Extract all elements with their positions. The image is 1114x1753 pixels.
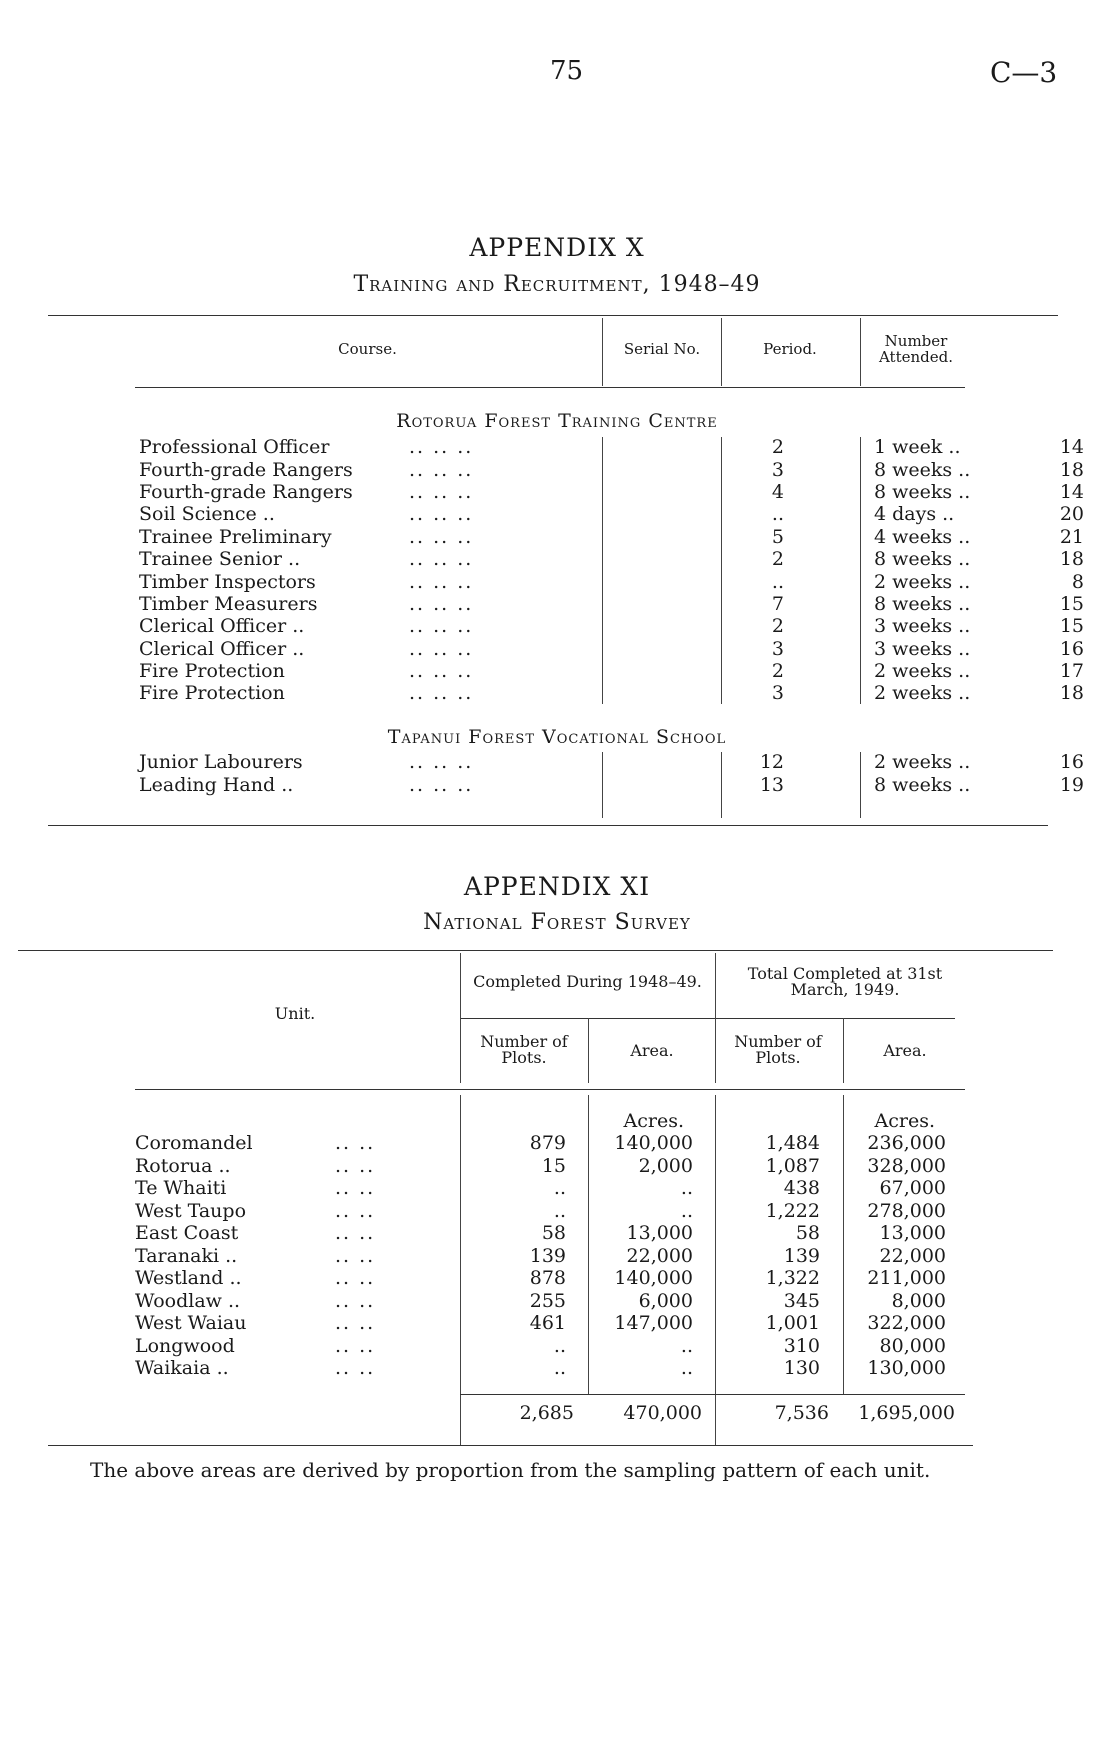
training-row — [139, 751, 1084, 773]
area-total-cell: 278,000 — [867, 1199, 946, 1222]
survey-row — [135, 1200, 956, 1223]
leader-dots: .. .. .. — [409, 548, 474, 571]
training-row — [139, 773, 1084, 795]
period-cell: 4 days .. — [874, 503, 955, 526]
header-divider — [602, 318, 603, 386]
leader-dots: .. .. — [335, 1244, 376, 1267]
leader-dots: .. .. .. — [409, 570, 474, 593]
course-cell: Trainee Preliminary — [139, 525, 332, 548]
plots-during-cell: 879 — [529, 1132, 566, 1155]
plots-total-cell: 1,222 — [765, 1199, 820, 1222]
attended-cell: 15 — [1059, 615, 1084, 638]
area-during-cell: 2,000 — [638, 1154, 693, 1177]
course-cell: Clerical Officer .. — [139, 637, 305, 660]
plots-total-cell: 58 — [795, 1222, 820, 1245]
survey-row — [135, 1335, 956, 1358]
column-divider — [715, 1095, 716, 1445]
col-plots-total-header: Number of Plots. — [734, 1032, 822, 1067]
period-cell: 3 weeks .. — [874, 637, 971, 660]
area-during-cell: .. — [680, 1334, 693, 1357]
column-divider — [460, 1095, 461, 1445]
survey-row — [135, 1132, 956, 1155]
total-area-total: 1,695,000 — [858, 1402, 955, 1424]
plots-total-cell: 438 — [783, 1177, 820, 1200]
appendix-x-top-rule — [48, 315, 1058, 316]
training-row — [139, 593, 1084, 615]
training-row — [139, 526, 1084, 548]
totals-rule — [460, 1394, 965, 1395]
period-cell: 8 weeks .. — [874, 480, 971, 503]
column-divider — [721, 752, 722, 818]
survey-row — [135, 1155, 956, 1178]
plots-during-cell: .. — [553, 1334, 566, 1357]
course-cell: Timber Measurers — [139, 592, 318, 615]
appendix-x-bottom-rule — [48, 825, 1048, 826]
period-cell: 8 weeks .. — [874, 592, 971, 615]
appendix-xi-subtitle: National Forest Survey — [423, 910, 691, 935]
area-during-cell: 140,000 — [614, 1132, 693, 1155]
column-divider — [860, 437, 861, 704]
plots-during-cell: 58 — [541, 1222, 566, 1245]
training-row — [139, 570, 1084, 592]
course-cell: Fourth-grade Rangers — [139, 458, 353, 481]
plots-during-cell: 878 — [529, 1267, 566, 1290]
training-row — [139, 436, 1084, 458]
attended-cell: 20 — [1059, 503, 1084, 526]
plots-total-cell: 1,001 — [765, 1312, 820, 1335]
area-during-cell: 22,000 — [626, 1244, 693, 1267]
leader-dots: .. .. .. — [409, 592, 474, 615]
survey-row — [135, 1312, 956, 1335]
area-total-cell: 80,000 — [879, 1334, 946, 1357]
attended-cell: 14 — [1059, 480, 1084, 503]
survey-row — [135, 1290, 956, 1313]
header-divider — [843, 1018, 844, 1083]
area-during-cell: 147,000 — [614, 1312, 693, 1335]
area-total-cell: 67,000 — [879, 1177, 946, 1200]
col-total-completed-header: Total Completed at 31st March, 1949. — [747, 964, 943, 999]
column-divider — [721, 437, 722, 704]
training-row — [139, 682, 1084, 704]
leader-dots: .. .. — [335, 1312, 376, 1335]
header-divider — [721, 318, 722, 386]
appendix-xi-bottom-rule — [48, 1445, 973, 1446]
training-row — [139, 660, 1084, 682]
col-period-header: Period. — [763, 340, 817, 358]
survey-table — [135, 1132, 956, 1380]
course-cell: Trainee Senior .. — [139, 548, 301, 571]
col-area-total-header: Area. — [883, 1041, 927, 1060]
attended-cell: 14 — [1059, 436, 1084, 459]
area-during-cell: 6,000 — [638, 1289, 693, 1312]
header-divider — [860, 318, 861, 386]
serial-cell: 3 — [771, 682, 784, 705]
col-completed-during-header: Completed During 1948–49. — [473, 972, 702, 991]
course-cell: Fourth-grade Rangers — [139, 480, 353, 503]
course-cell: Soil Science .. — [139, 503, 275, 526]
leader-dots: .. .. .. — [409, 436, 474, 459]
course-cell: Clerical Officer .. — [139, 615, 305, 638]
plots-during-cell: .. — [553, 1199, 566, 1222]
attended-cell: 16 — [1059, 751, 1084, 774]
document-code: C—3 — [990, 56, 1058, 89]
area-total-cell: 328,000 — [867, 1154, 946, 1177]
period-cell: 2 weeks .. — [874, 682, 971, 705]
leader-dots: .. .. — [335, 1199, 376, 1222]
col-attended-header: Number Attended. — [878, 332, 953, 366]
period-cell: 2 weeks .. — [874, 751, 971, 774]
survey-row — [135, 1222, 956, 1245]
serial-cell: 3 — [771, 458, 784, 481]
plots-total-cell: 1,484 — [765, 1132, 820, 1155]
total-plots-total: 7,536 — [774, 1402, 829, 1424]
unit-cell: Longwood — [135, 1334, 235, 1357]
period-cell: 4 weeks .. — [874, 525, 971, 548]
col-course-header: Course. — [338, 340, 397, 358]
leader-dots: .. .. .. — [409, 615, 474, 638]
serial-cell: .. — [771, 503, 784, 526]
page-number: 75 — [550, 56, 584, 86]
leader-dots: .. .. .. — [409, 637, 474, 660]
leader-dots: .. .. .. — [409, 773, 474, 796]
training-row — [139, 458, 1084, 480]
unit-cell: West Waiau — [135, 1312, 247, 1335]
leader-dots: .. .. .. — [409, 682, 474, 705]
col-serial-header: Serial No. — [623, 340, 701, 358]
unit-cell: Westland .. — [135, 1267, 242, 1290]
period-cell: 2 weeks .. — [874, 660, 971, 683]
serial-cell: 4 — [771, 480, 784, 503]
area-total-cell: 236,000 — [867, 1132, 946, 1155]
area-total-cell: 13,000 — [879, 1222, 946, 1245]
header-divider — [588, 1018, 589, 1083]
attended-cell: 21 — [1059, 525, 1084, 548]
course-cell: Timber Inspectors — [139, 570, 316, 593]
unit-cell: Rotorua .. — [135, 1154, 231, 1177]
acres-unit-label: Acres. — [623, 1110, 684, 1132]
survey-row — [135, 1267, 956, 1290]
plots-during-cell: 139 — [529, 1244, 566, 1267]
leader-dots: .. .. .. — [409, 660, 474, 683]
leader-dots: .. .. — [335, 1267, 376, 1290]
column-divider — [843, 1095, 844, 1395]
header-divider — [715, 953, 716, 1083]
leader-dots: .. .. .. — [409, 503, 474, 526]
total-area-during: 470,000 — [623, 1402, 702, 1424]
plots-total-cell: 1,322 — [765, 1267, 820, 1290]
survey-row — [135, 1357, 956, 1380]
survey-row — [135, 1245, 956, 1268]
leader-dots: .. .. .. — [409, 458, 474, 481]
attended-cell: 16 — [1059, 637, 1084, 660]
col-plots-during-header: Number of Plots. — [480, 1032, 568, 1067]
leader-dots: .. .. — [335, 1154, 376, 1177]
attended-cell: 17 — [1059, 660, 1084, 683]
serial-cell: 2 — [771, 615, 784, 638]
area-during-cell: .. — [680, 1199, 693, 1222]
survey-row — [135, 1177, 956, 1200]
training-row — [139, 638, 1084, 660]
area-during-cell: .. — [680, 1177, 693, 1200]
course-cell: Fire Protection — [139, 682, 285, 705]
area-during-cell: 13,000 — [626, 1222, 693, 1245]
plots-during-cell: .. — [553, 1357, 566, 1380]
acres-unit-label: Acres. — [874, 1110, 935, 1132]
column-divider — [588, 1095, 589, 1395]
attended-cell: 15 — [1059, 592, 1084, 615]
period-cell: 3 weeks .. — [874, 615, 971, 638]
header-divider — [460, 953, 461, 1083]
area-total-cell: 8,000 — [891, 1289, 946, 1312]
col-unit-header: Unit. — [274, 1004, 316, 1023]
course-cell: Fire Protection — [139, 660, 285, 683]
serial-cell: 3 — [771, 637, 784, 660]
serial-cell: 7 — [771, 592, 784, 615]
serial-cell: 12 — [759, 751, 784, 774]
plots-total-cell: 310 — [783, 1334, 820, 1357]
unit-cell: Te Whaiti — [135, 1177, 227, 1200]
appendix-x-subtitle: Training and Recruitment, 1948–49 — [353, 272, 761, 297]
period-cell: 8 weeks .. — [874, 458, 971, 481]
unit-cell: Taranaki .. — [135, 1244, 238, 1267]
training-row — [139, 548, 1084, 570]
plots-during-cell: .. — [553, 1177, 566, 1200]
period-cell: 8 weeks .. — [874, 773, 971, 796]
serial-cell: 2 — [771, 548, 784, 571]
period-cell: 1 week .. — [874, 436, 961, 459]
serial-cell: 2 — [771, 660, 784, 683]
plots-total-cell: 130 — [783, 1357, 820, 1380]
leader-dots: .. .. — [335, 1289, 376, 1312]
training-row — [139, 503, 1084, 525]
area-total-cell: 130,000 — [867, 1357, 946, 1380]
attended-cell: 18 — [1059, 682, 1084, 705]
section-tapanui-heading: Tapanui Forest Vocational School — [387, 726, 727, 748]
appendix-xi-title: APPENDIX XI — [463, 872, 651, 901]
leader-dots: .. .. — [335, 1132, 376, 1155]
unit-cell: East Coast — [135, 1222, 239, 1245]
course-cell: Professional Officer — [139, 436, 330, 459]
leader-dots: .. .. — [335, 1177, 376, 1200]
attended-cell: 18 — [1059, 458, 1084, 481]
rotorua-table — [139, 436, 1084, 705]
unit-cell: Coromandel — [135, 1132, 253, 1155]
plots-during-cell: 15 — [541, 1154, 566, 1177]
leader-dots: .. .. — [335, 1222, 376, 1245]
leader-dots: .. .. .. — [409, 525, 474, 548]
header-bottom-rule — [135, 387, 965, 388]
section-rotorua-heading: Rotorua Forest Training Centre — [396, 410, 718, 432]
leader-dots: .. .. .. — [409, 480, 474, 503]
col-area-during-header: Area. — [630, 1041, 674, 1060]
period-cell: 8 weeks .. — [874, 548, 971, 571]
unit-cell: West Taupo — [135, 1199, 247, 1222]
appendix-x-title: APPENDIX X — [469, 233, 645, 262]
appendix-xi-top-rule — [18, 950, 1053, 951]
area-total-cell: 22,000 — [879, 1244, 946, 1267]
area-total-cell: 211,000 — [867, 1267, 946, 1290]
attended-cell: 18 — [1059, 548, 1084, 571]
leader-dots: .. .. — [335, 1334, 376, 1357]
period-cell: 2 weeks .. — [874, 570, 971, 593]
tapanui-table — [139, 751, 1084, 796]
leader-dots: .. .. .. — [409, 751, 474, 774]
plots-total-cell: 345 — [783, 1289, 820, 1312]
attended-cell: 19 — [1059, 773, 1084, 796]
subheader-rule — [460, 1018, 955, 1019]
column-divider — [602, 437, 603, 704]
plots-during-cell: 255 — [529, 1289, 566, 1312]
course-cell: Junior Labourers — [139, 751, 303, 774]
leader-dots: .. .. — [335, 1357, 376, 1380]
unit-cell: Woodlaw .. — [135, 1289, 241, 1312]
unit-cell: Waikaia .. — [135, 1357, 229, 1380]
training-row — [139, 481, 1084, 503]
column-divider — [860, 752, 861, 818]
total-plots-during: 2,685 — [519, 1402, 574, 1424]
plots-total-cell: 1,087 — [765, 1154, 820, 1177]
area-total-cell: 322,000 — [867, 1312, 946, 1335]
training-row — [139, 615, 1084, 637]
footnote: The above areas are derived by proportion from the sampling pattern of each unit. — [90, 1458, 931, 1482]
header-bottom-rule — [135, 1089, 965, 1090]
serial-cell: 5 — [771, 525, 784, 548]
attended-cell: 8 — [1071, 570, 1084, 593]
serial-cell: 2 — [771, 436, 784, 459]
course-cell: Leading Hand .. — [139, 773, 294, 796]
serial-cell: 13 — [759, 773, 784, 796]
plots-total-cell: 139 — [783, 1244, 820, 1267]
plots-during-cell: 461 — [529, 1312, 566, 1335]
serial-cell: .. — [771, 570, 784, 593]
area-during-cell: .. — [680, 1357, 693, 1380]
column-divider — [602, 752, 603, 818]
area-during-cell: 140,000 — [614, 1267, 693, 1290]
